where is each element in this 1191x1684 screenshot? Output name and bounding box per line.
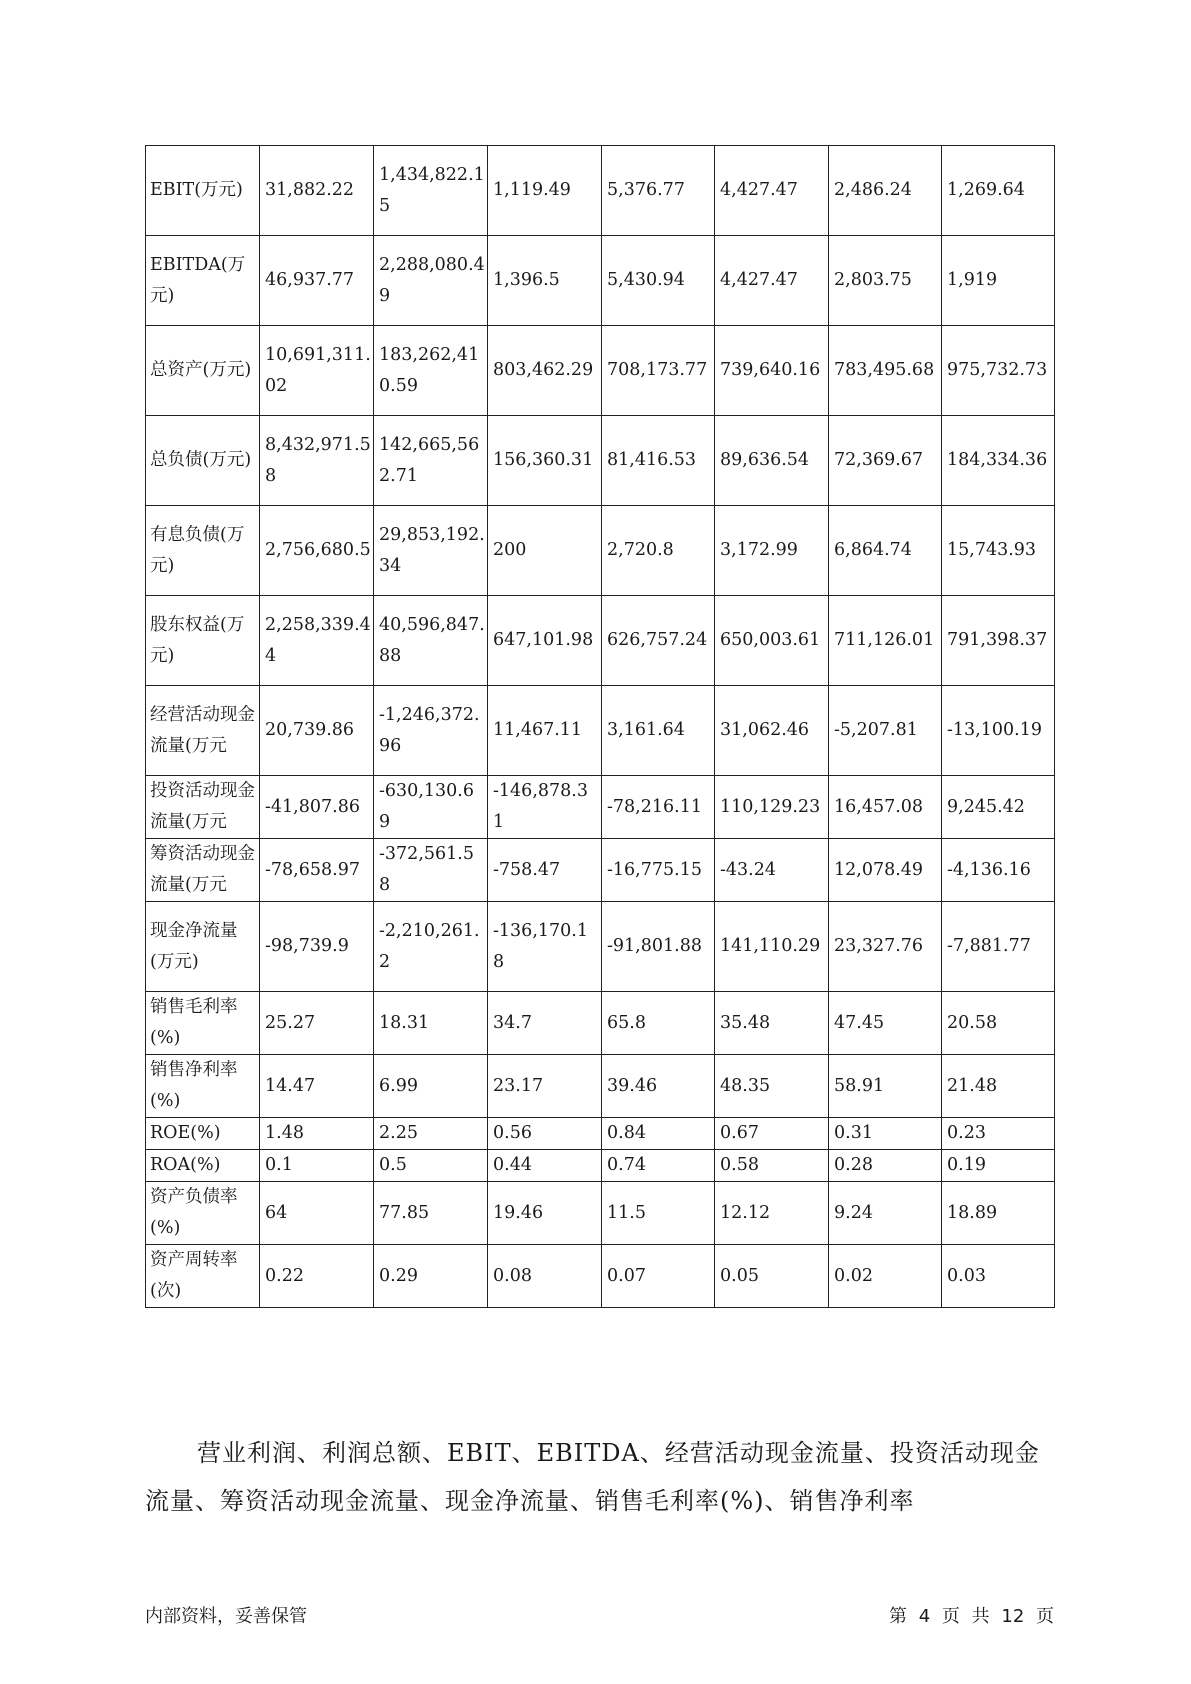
table-cell: 77.85 — [374, 1182, 488, 1245]
table-cell: -43.24 — [715, 839, 829, 902]
table-cell: 0.58 — [715, 1150, 829, 1182]
table-cell: 4,427.47 — [715, 236, 829, 326]
table-row — [146, 146, 1055, 236]
table-row — [146, 776, 1055, 839]
table-cell: 6.99 — [374, 1055, 488, 1118]
table-row — [146, 326, 1055, 416]
table-cell: 0.44 — [488, 1150, 602, 1182]
table-cell: 47.45 — [829, 992, 942, 1055]
table-cell: 1,919 — [942, 236, 1055, 326]
table-cell: -16,775.15 — [602, 839, 715, 902]
table-cell: 4,427.47 — [715, 146, 829, 236]
table-cell: 6,864.74 — [829, 506, 942, 596]
table-cell: 14.47 — [260, 1055, 374, 1118]
row-label: 销售净利率(%) — [146, 1055, 260, 1118]
table-cell: 183,262,410.59 — [374, 326, 488, 416]
table-cell: -41,807.86 — [260, 776, 374, 839]
table-cell: -78,658.97 — [260, 839, 374, 902]
table-cell: 200 — [488, 506, 602, 596]
table-cell: 2,258,339.44 — [260, 596, 374, 686]
table-row — [146, 236, 1055, 326]
table-cell: 1,396.5 — [488, 236, 602, 326]
table-cell: 708,173.77 — [602, 326, 715, 416]
table-cell: 0.23 — [942, 1118, 1055, 1150]
table-cell: 0.74 — [602, 1150, 715, 1182]
table-cell: 0.02 — [829, 1245, 942, 1308]
table-cell: 65.8 — [602, 992, 715, 1055]
row-label: 资产负债率(%) — [146, 1182, 260, 1245]
table-cell: 647,101.98 — [488, 596, 602, 686]
table-row — [146, 1182, 1055, 1245]
table-cell: 10,691,311.02 — [260, 326, 374, 416]
table-row — [146, 1118, 1055, 1150]
table-cell: -630,130.69 — [374, 776, 488, 839]
table-cell: 0.19 — [942, 1150, 1055, 1182]
table-row — [146, 839, 1055, 902]
table-cell: 156,360.31 — [488, 416, 602, 506]
table-cell: 34.7 — [488, 992, 602, 1055]
table-cell: -372,561.58 — [374, 839, 488, 902]
row-label: 股东权益(万元) — [146, 596, 260, 686]
table-cell: 142,665,562.71 — [374, 416, 488, 506]
table-cell: 9.24 — [829, 1182, 942, 1245]
table-cell: 18.89 — [942, 1182, 1055, 1245]
table-cell: 0.28 — [829, 1150, 942, 1182]
row-label: 筹资活动现金流量(万元 — [146, 839, 260, 902]
table-row — [146, 1055, 1055, 1118]
row-label: ROE(%) — [146, 1118, 260, 1150]
table-cell: -91,801.88 — [602, 902, 715, 992]
table-cell: 0.67 — [715, 1118, 829, 1150]
table-cell: 31,062.46 — [715, 686, 829, 776]
row-label: ROA(%) — [146, 1150, 260, 1182]
table-cell: 8,432,971.58 — [260, 416, 374, 506]
table-cell: 2,756,680.5 — [260, 506, 374, 596]
table-cell: 2.25 — [374, 1118, 488, 1150]
row-label: 资产周转率(次) — [146, 1245, 260, 1308]
body-paragraph: 营业利润、利润总额、EBIT、EBITDA、经营活动现金流量、投资活动现金流量、筹资活动现金流量、现金净流量、销售毛利率(%)、销售净利率 — [145, 1439, 1040, 1515]
table-cell: 0.5 — [374, 1150, 488, 1182]
table-row — [146, 902, 1055, 992]
table-cell: 89,636.54 — [715, 416, 829, 506]
table-cell: 19.46 — [488, 1182, 602, 1245]
table-cell: 110,129.23 — [715, 776, 829, 839]
table-cell: -758.47 — [488, 839, 602, 902]
table-cell: 1.48 — [260, 1118, 374, 1150]
table-cell: 46,937.77 — [260, 236, 374, 326]
table-cell: 0.56 — [488, 1118, 602, 1150]
table-cell: 72,369.67 — [829, 416, 942, 506]
table-cell: 25.27 — [260, 992, 374, 1055]
table-cell: 5,430.94 — [602, 236, 715, 326]
table-cell: 21.48 — [942, 1055, 1055, 1118]
table-cell: 0.05 — [715, 1245, 829, 1308]
table-cell: 739,640.16 — [715, 326, 829, 416]
table-cell: 0.03 — [942, 1245, 1055, 1308]
table-cell: 20.58 — [942, 992, 1055, 1055]
table-cell: 791,398.37 — [942, 596, 1055, 686]
table-cell: 15,743.93 — [942, 506, 1055, 596]
row-label: 经营活动现金流量(万元 — [146, 686, 260, 776]
table-row — [146, 596, 1055, 686]
row-label: EBITDA(万元) — [146, 236, 260, 326]
table-cell: 2,803.75 — [829, 236, 942, 326]
table-row — [146, 992, 1055, 1055]
table-cell: 1,269.64 — [942, 146, 1055, 236]
row-label: 总负债(万元) — [146, 416, 260, 506]
table-cell: 0.1 — [260, 1150, 374, 1182]
table-cell: 0.29 — [374, 1245, 488, 1308]
table-cell: -78,216.11 — [602, 776, 715, 839]
table-cell: 11.5 — [602, 1182, 715, 1245]
table-cell: 626,757.24 — [602, 596, 715, 686]
table-cell: 12,078.49 — [829, 839, 942, 902]
table-row — [146, 686, 1055, 776]
table-cell: 40,596,847.88 — [374, 596, 488, 686]
table-cell: 0.07 — [602, 1245, 715, 1308]
table-cell: 141,110.29 — [715, 902, 829, 992]
table-cell: 0.84 — [602, 1118, 715, 1150]
footer-page-number: 第 4 页 共 12 页 — [889, 1606, 1054, 1627]
row-label: 总资产(万元) — [146, 326, 260, 416]
table-cell: 3,172.99 — [715, 506, 829, 596]
table-body — [146, 146, 1055, 1308]
row-label: 投资活动现金流量(万元 — [146, 776, 260, 839]
table-cell: -146,878.31 — [488, 776, 602, 839]
row-label: EBIT(万元) — [146, 146, 260, 236]
table-cell: 803,462.29 — [488, 326, 602, 416]
table-row — [146, 416, 1055, 506]
table-cell: 5,376.77 — [602, 146, 715, 236]
table-cell: -7,881.77 — [942, 902, 1055, 992]
table-row — [146, 1245, 1055, 1308]
table-cell: 2,486.24 — [829, 146, 942, 236]
table-cell: 29,853,192.34 — [374, 506, 488, 596]
table-cell: -136,170.18 — [488, 902, 602, 992]
table-cell: 1,434,822.15 — [374, 146, 488, 236]
table-cell: 58.91 — [829, 1055, 942, 1118]
table-cell: 35.48 — [715, 992, 829, 1055]
financial-table-container — [145, 145, 1054, 1308]
table-cell: -5,207.81 — [829, 686, 942, 776]
table-cell: -4,136.16 — [942, 839, 1055, 902]
table-cell: 20,739.86 — [260, 686, 374, 776]
table-cell: 2,288,080.49 — [374, 236, 488, 326]
table-cell: 3,161.64 — [602, 686, 715, 776]
table-cell: -98,739.9 — [260, 902, 374, 992]
table-cell: 16,457.08 — [829, 776, 942, 839]
table-cell: 31,882.22 — [260, 146, 374, 236]
table-cell: 23,327.76 — [829, 902, 942, 992]
table-cell: 18.31 — [374, 992, 488, 1055]
row-label: 销售毛利率(%) — [146, 992, 260, 1055]
table-row — [146, 1150, 1055, 1182]
footer-confidential-note: 内部资料，妥善保管 — [145, 1606, 307, 1627]
table-cell: 650,003.61 — [715, 596, 829, 686]
table-row — [146, 506, 1055, 596]
table-cell: 184,334.36 — [942, 416, 1055, 506]
table-cell: -13,100.19 — [942, 686, 1055, 776]
table-cell: 48.35 — [715, 1055, 829, 1118]
table-cell: -1,246,372.96 — [374, 686, 488, 776]
table-cell: 0.22 — [260, 1245, 374, 1308]
table-cell: 23.17 — [488, 1055, 602, 1118]
table-cell: 975,732.73 — [942, 326, 1055, 416]
row-label: 现金净流量(万元) — [146, 902, 260, 992]
table-cell: 9,245.42 — [942, 776, 1055, 839]
table-cell: 0.08 — [488, 1245, 602, 1308]
table-cell: 783,495.68 — [829, 326, 942, 416]
table-cell: 11,467.11 — [488, 686, 602, 776]
table-cell: -2,210,261.2 — [374, 902, 488, 992]
table-cell: 81,416.53 — [602, 416, 715, 506]
table-cell: 64 — [260, 1182, 374, 1245]
row-label: 有息负债(万元) — [146, 506, 260, 596]
table-cell: 2,720.8 — [602, 506, 715, 596]
table-cell: 39.46 — [602, 1055, 715, 1118]
table-cell: 0.31 — [829, 1118, 942, 1150]
table-cell: 1,119.49 — [488, 146, 602, 236]
table-cell: 12.12 — [715, 1182, 829, 1245]
table-cell: 711,126.01 — [829, 596, 942, 686]
financial-indicators-table — [145, 145, 1055, 1308]
